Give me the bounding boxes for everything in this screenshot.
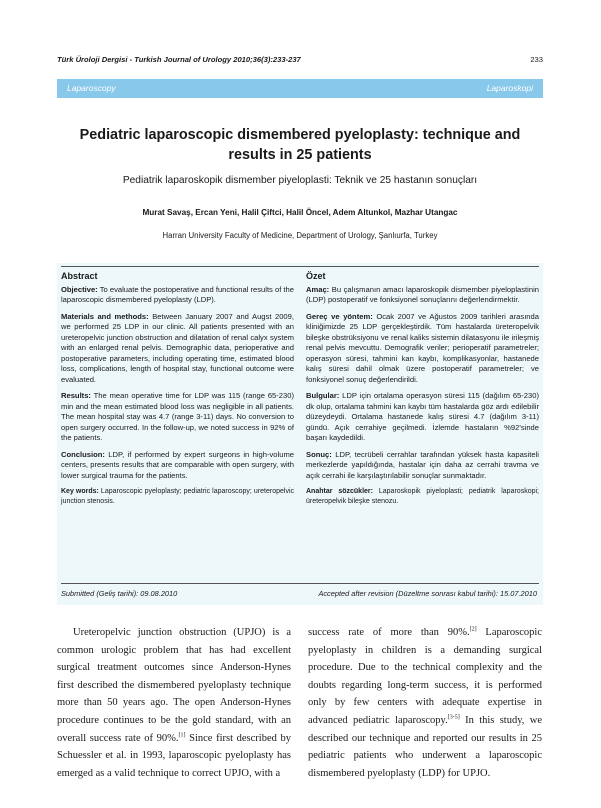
section-band xyxy=(57,79,543,98)
ozet-sonuc: Sonuç: LDP, tecrübeli cerrahlar tarafından yüksek hasta kapasiteli merkezlerde yapıldığında, hastalar için daha az cerrahi travma ve açık cerrahi ile karşılaştırılabilir sonuçlar sunmaktadır. xyxy=(306,449,539,480)
citation-ref: [3-5] xyxy=(447,714,460,721)
author-list: Murat Savaş, Ercan Yeni, Halil Çiftci, Halil Öncel, Adem Altunkol, Mazhar Utangac xyxy=(142,208,458,217)
body-column-right xyxy=(308,624,542,782)
abstract-english xyxy=(61,271,294,512)
abstract-keywords: Key words: Laparoscopic pyeloplasty; pediatric laparoscopy; ureteropelvic junction stenosis. xyxy=(61,488,294,505)
body-column-left xyxy=(57,624,291,782)
page-number: 233 xyxy=(530,55,543,64)
abstract-methods: Materials and methods: Between January 2007 and Augst 2009, we performed 25 LDP in our clinic. All patients presented with an ureteropelvic junction obstruction and dilatation of renal calyx system with an enlarged renal pelvis. Demographic data, perioperative and postoperative parameters, including operating time, estimated blood loss, complications, length of hospital stay, functional outcome were evaluated. xyxy=(61,311,294,384)
section-label-tr: Laparoskopi xyxy=(486,83,533,93)
ozet-yontem: Gereç ve yöntem: Ocak 2007 ve Ağustos 2009 tarihleri arasında kliniğimizde 25 LDP gerçekleştirdik. Tüm hastalarda üreteropelvik bileşke obstrüksiyonu ve renal kaliks sistemin dilatasyonu ile irileşmiş renal pelvis mevcuttu. Demografik veriler; perioperatif parametreler; operasyon süresi, tahmini kan kaybı, komplikasyonlar, hastanede kalış süresi dahil olmak üzere postoperatif parametreler; ve fonksiyonel sonuç değerlendirildi. xyxy=(306,311,539,384)
abstract-results: Results: The mean operative time for LDP was 115 (range 65-230) min and the mean estimated blood loss was negligible in all patients. The mean hospital stay was 4.7 (range 3-11) days. No conversion to open surgery occurred. In the follow-up, we noted success in 92% of the patients. xyxy=(61,391,294,442)
abstract-top-rule xyxy=(61,266,539,267)
ozet-amac: Amaç: Bu çalışmanın amacı laparoskopik dismember piyeloplastinin (LDP) postoperatif ve fonksiyonel sonuçlarını değerlendirmektir. xyxy=(306,284,539,304)
citation-ref: [1] xyxy=(178,732,186,739)
intro-paragraph-continued: success rate of more than 90%.[2] Laparoscopic pyeloplasty in children is a demanding surgical procedure. Due to the technical complexity and the doubts regarding long-term success, it is performed only by few centers with adequate expertise in advanced pediatric laparoscopy.[3-5] In this study, we described our technique and reported our results in 25 pediatric patients who underwent a laparoscopic dismembered pyeloplasty (LDP) for UPJO. xyxy=(308,626,543,779)
abstract-conclusion: Conclusion: LDP, if performed by expert surgeons in high-volume centers, presents results that are comparable with open surgery, with lower surgical trauma for the patients. xyxy=(61,449,294,480)
section-label-en: Laparoscopy xyxy=(67,83,116,93)
abstract-turkish xyxy=(306,271,539,512)
article-subtitle: Pediatrik laparoskopik dismember piyeloplasti: Teknik ve 25 hastanın sonuçları xyxy=(122,175,478,186)
ozet-anahtar: Anahtar sözcükler: Laparoskopik piyeloplasti; pediatrik laparoskopi; üreteropelvik bileşke stenozu. xyxy=(306,488,539,505)
running-header xyxy=(57,55,543,64)
abstract-box xyxy=(57,263,543,605)
journal-citation: Türk Üroloji Dergisi - Turkish Journal of Urology 2010;36(3):233-237 xyxy=(57,55,301,64)
ozet-bulgular: Bulgular: LDP için ortalama operasyon süresi 115 (dağılım 65-230) dk olup, ortalama tahmini kan kaybı tüm hastalarda göz ardı edilebilir düzeydeydi. Ortalama hastanede kalış süresi 4.7 (dağılım 3-11) gündü. Açık cerrahiye geçilmedi. İzlemde hastaların %92'sinde başarı kaydedildi. xyxy=(306,391,539,442)
abstract-bottom-rule xyxy=(61,583,539,584)
abstract-heading: Abstract xyxy=(61,271,98,281)
article-title: Pediatric laparoscopic dismembered pyeloplasty: technique and results in 25 patients xyxy=(79,127,521,163)
intro-paragraph: Ureteropelvic junction obstruction (UPJO) is a common urologic problem that has had excellent surgical treatment outcomes since Anderson-Hynes first described the dismembered pyeloplasty technique more than 50 years ago. The open Anderson-Hynes procedure continues to be the gold standard, with an overall success rate of 90%.[1] Since first described by Schuessler et al. in 1993, laparoscopic pyeloplasty has emerged as a valid technique to correct UPJO, with a xyxy=(57,627,291,779)
citation-ref: [2] xyxy=(469,626,477,633)
abstract-objective: Objective: To evaluate the postoperative and functional results of the laparoscopic dismembered pyeloplasty (LDP). xyxy=(61,284,294,304)
submitted-date: Submitted (Geliş tarihi): 09.08.2010 xyxy=(61,589,178,598)
ozet-heading: Özet xyxy=(306,271,326,281)
accepted-date: Accepted after revision (Düzeltme sonrası kabul tarihi): 15.07.2010 xyxy=(318,589,537,598)
affiliation: Harran University Faculty of Medicine, Department of Urology, Şanlıurfa, Turkey xyxy=(162,231,438,240)
